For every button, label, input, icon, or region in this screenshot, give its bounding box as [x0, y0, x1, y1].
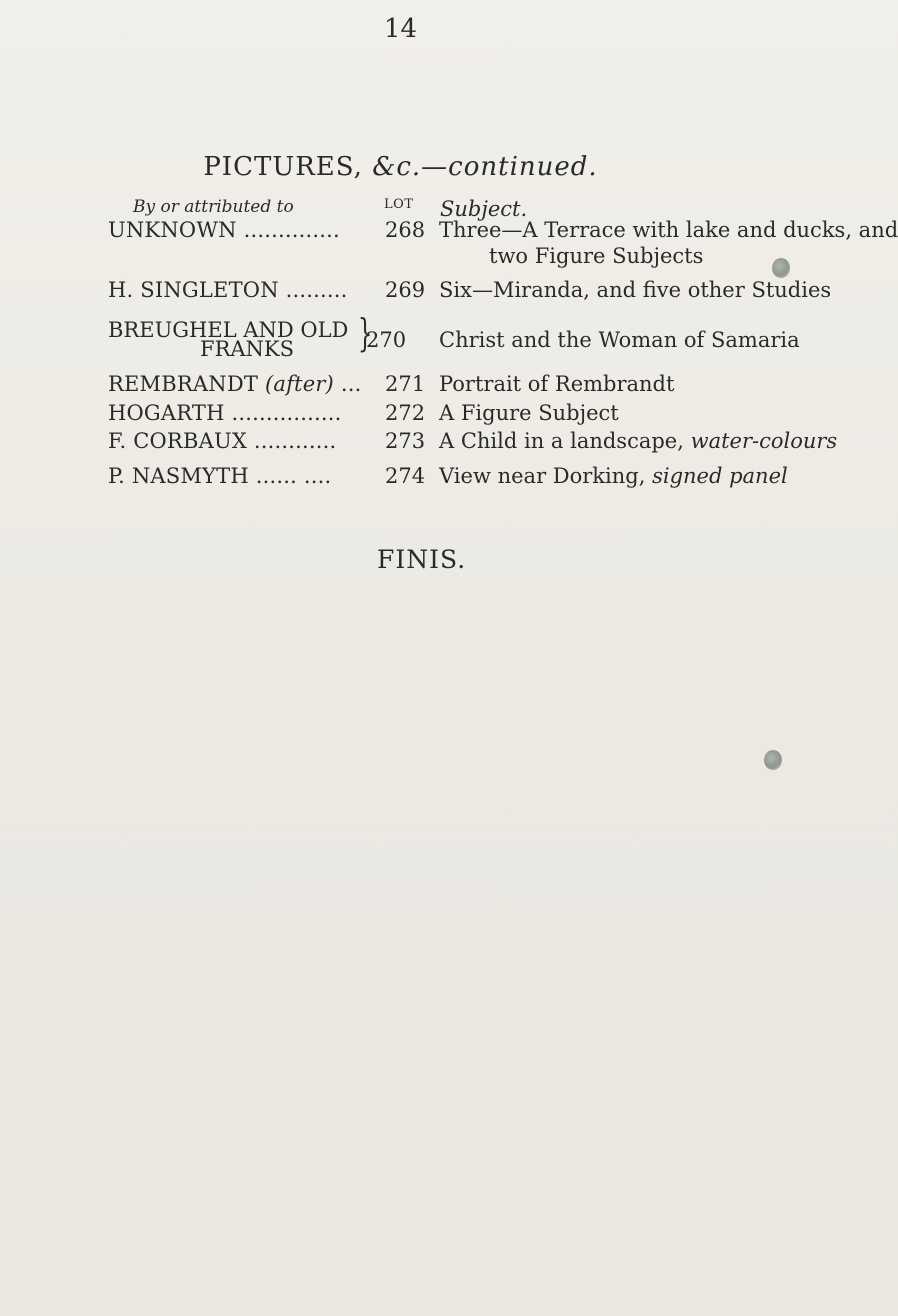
lot-number: 269	[385, 278, 426, 302]
lot-number: 274	[385, 464, 426, 488]
artist-name	[108, 372, 361, 396]
subject-text	[439, 429, 837, 453]
subject-text: Christ and the Woman of Samaria	[439, 328, 800, 352]
subject-text: A Figure Subject	[439, 401, 619, 425]
brace-glyph: }	[357, 311, 373, 355]
lot-number: 273	[385, 429, 426, 453]
column-header-lot: LOT	[384, 197, 414, 212]
paper-blemish	[764, 750, 782, 770]
subject-text: Three—A Terrace with lake and ducks, and	[439, 218, 898, 242]
artist-name: F. CORBAUX ............	[108, 429, 337, 453]
artist-name: UNKNOWN ..............	[108, 218, 340, 242]
artist-name-line2: FRANKS	[200, 337, 294, 361]
finis-text: FINIS.	[377, 545, 467, 574]
artist-qualifier: (after)	[264, 372, 334, 396]
lot-number: 268	[385, 218, 426, 242]
artist-name: H. SINGLETON .........	[108, 278, 348, 302]
lot-number: 272	[385, 401, 426, 425]
subject-text: Portrait of Rembrandt	[439, 372, 675, 396]
subject-detail: signed panel	[652, 464, 788, 488]
lot-number: 271	[385, 372, 426, 396]
subject-text-continued: two Figure Subjects	[489, 244, 704, 268]
column-header-subject: Subject.	[440, 197, 528, 221]
subject-text: Six—Miranda, and five other Studies	[439, 278, 832, 302]
artist-name: P. NASMYTH ...... ....	[108, 464, 332, 488]
subject-main: View near Dorking,	[439, 464, 646, 488]
heading-continued: &c.—continued.	[372, 152, 598, 182]
heading-main: PICTURES,	[203, 152, 373, 182]
subject-medium: water-colours	[690, 429, 838, 453]
page-number: 14	[383, 14, 418, 44]
column-header-by: By or attributed to	[133, 197, 294, 217]
artist-surname: REMBRANDT	[108, 372, 259, 396]
artist-dots: ...	[340, 372, 362, 396]
artist-name: HOGARTH ................	[108, 401, 342, 425]
lot-number: 270	[366, 328, 407, 352]
subject-text	[439, 464, 788, 488]
artist-name-line1: BREUGHEL AND OLD	[108, 318, 349, 342]
paper-blemish	[772, 258, 790, 278]
page-heading	[0, 152, 801, 182]
subject-main: A Child in a landscape,	[439, 429, 684, 453]
